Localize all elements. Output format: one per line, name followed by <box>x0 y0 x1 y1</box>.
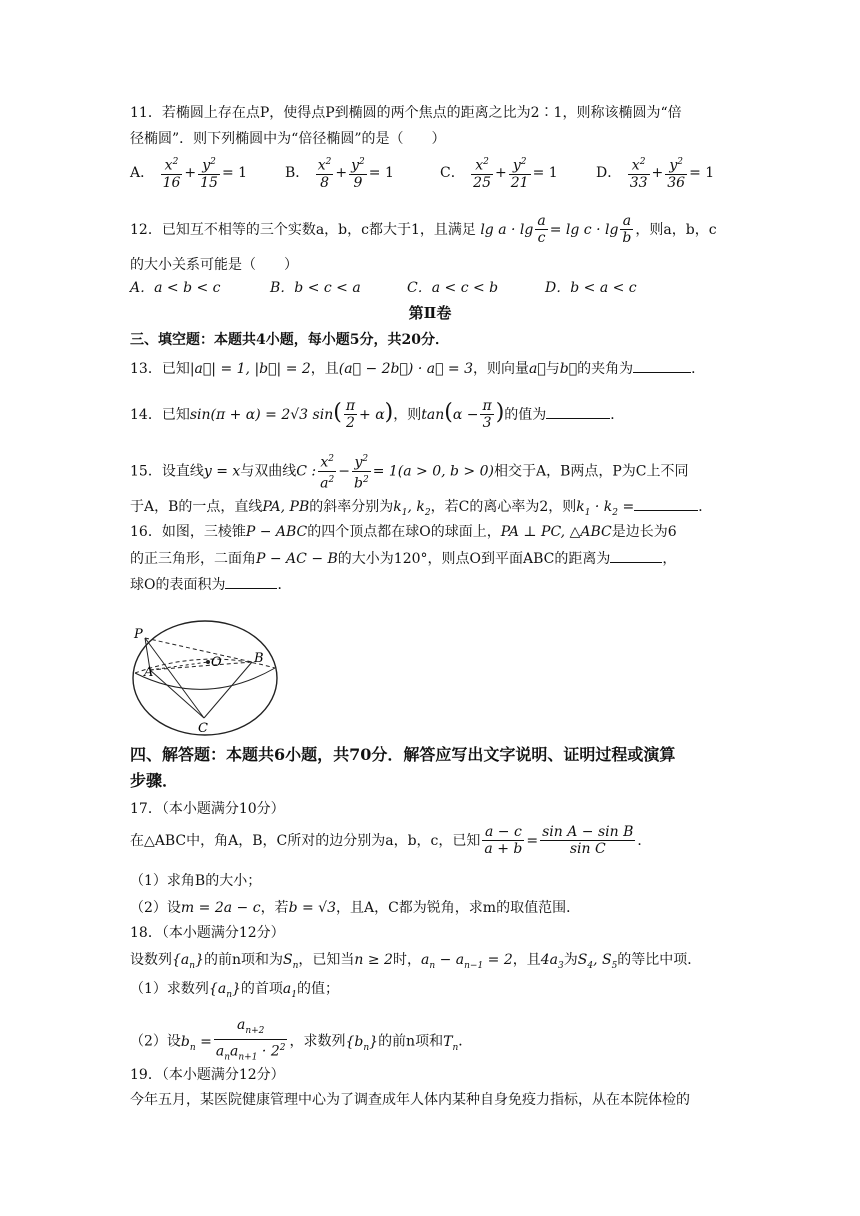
q16-answer-blank-1[interactable] <box>610 550 662 563</box>
q11-stem-line2: 径椭圆”．则下列椭圆中为“倍径椭圆”的是（ ） <box>130 131 446 147</box>
q13-text-d: 与 <box>545 361 560 377</box>
q11-stem-line1: 11．若椭圆上存在点P，使得点P到椭圆的两个焦点的距离之比为2∶1，则称该椭圆为“倍 <box>130 105 682 121</box>
q17-part2-a: （2）设 <box>130 900 181 916</box>
edge-pc <box>145 638 204 718</box>
q14-answer-blank[interactable] <box>546 406 610 419</box>
part-title: 第Ⅱ卷 <box>408 304 452 322</box>
q18-line1-f: 为 <box>563 952 578 968</box>
option-label: D． <box>596 164 622 181</box>
q18-part1-a: （1）求数列 <box>130 981 209 997</box>
q15-line2-c: ，若C的离心率为2，则 <box>430 499 577 515</box>
denominator-y: 9 <box>353 174 363 191</box>
q19-line1: 今年五月，某医院健康管理中心为了调查成年人体内某种自身免疫力指标，从在本院体检的 <box>130 1092 690 1108</box>
denominator-x: 33 <box>629 174 648 191</box>
q19-head: 19．（本小题满分12分） <box>130 1067 285 1083</box>
option-label: C． <box>440 164 465 181</box>
q13-text-b: ，且 <box>310 361 339 377</box>
q12-text-tail: ，则a，b，c <box>635 222 717 238</box>
q15-text-b: 与双曲线 <box>240 463 297 480</box>
section4-heading-line1: 四、解答题：本题共6小题，共70分．解答应写出文字说明、证明过程或演算 <box>130 745 676 764</box>
label-o: O <box>211 655 222 670</box>
q16-line1-b: 的四个顶点都在球O的球面上， <box>307 524 501 540</box>
sphere-figure <box>130 618 290 738</box>
q17-part2: （2）设m = 2a − c，若b = √3，且A，C都为锐角，求m的取值范围． <box>130 900 581 916</box>
section3-heading: 三、填空题：本题共4小题，每小题5分，共20分． <box>130 332 449 348</box>
q18-line1-c: ，已知当 <box>298 952 355 968</box>
q16-line2: 的正三角形，二面角P − AC − B的大小为120°，则点O到平面ABC的距离为 ， <box>130 551 677 567</box>
edge-ac <box>150 670 204 718</box>
q15-text-a: 15．设直线 <box>130 463 204 480</box>
q18-part2: （2）设$b_n$ = $\frac{a_{n+2}}{a_na_{n+1} \cdot 2^2}$ ，求数列$\{b_n\}$的前n项和$T_n$． <box>130 1017 473 1063</box>
q14-text-a: 14．已知 <box>130 407 190 423</box>
q13-text-a: 13．已知 <box>130 361 190 377</box>
q13: 13．已知|a⃗| = 1, |b⃗| = 2，且(a⃗ − 2b⃗) · a⃗ = 3，则向量a⃗与b⃗的夹角为 ． <box>130 361 706 377</box>
q17-part2-c: ，且A，C都为锐角，求m的取值范围． <box>335 900 581 916</box>
label-a: A <box>144 665 154 680</box>
equator-front <box>135 668 275 689</box>
q11-option-a: A． $\frac{x^2}{16}$ + $\frac{y^2}{15}$ = 1 <box>130 157 248 191</box>
q14-text-b: ，则 <box>393 407 422 423</box>
q15-answer-blank[interactable] <box>634 498 698 511</box>
q12-stem-line1: 12．已知互不相等的三个实数a，b，c都大于1，且满足 lg a · lg $\frac{a}{c}$ = lg c · lg $\frac{a}{b}$ ，则a，b，c <box>130 213 717 246</box>
q18-part1: （1）求数列$\{a_n\}$的首项$a_1$的值； <box>130 981 339 1000</box>
q16-line2-a: 的正三角形，二面角 <box>130 551 256 567</box>
denominator-x: 16 <box>162 174 181 191</box>
q13-text-c: ，则向量 <box>473 361 530 377</box>
q18-part1-c: 的值； <box>297 981 339 997</box>
q16-answer-blank-2[interactable] <box>225 576 277 589</box>
center-point-o <box>206 660 210 664</box>
denominator-y: 15 <box>200 174 218 191</box>
edge-cb <box>204 662 252 718</box>
q18-line1-g: 的等比中项． <box>617 952 702 968</box>
q18-part2-a: （2）设 <box>130 1033 181 1050</box>
q11-option-d: D． $\frac{x^2}{33}$ + $\frac{y^2}{36}$ = 1 <box>596 157 715 191</box>
q18-line1-b: 的前n项和为 <box>203 952 284 968</box>
option-label: A． <box>130 164 155 181</box>
q12-option-b: B．b < c < a <box>270 280 361 296</box>
q18-part2-c: 的前n项和 <box>378 1033 444 1050</box>
q15-text-c: 相交于A，B两点，P为C上不同 <box>493 463 689 480</box>
q13-text-e: 的夹角为 <box>577 361 634 377</box>
q12-stem-line2: 的大小关系可能是（ ） <box>130 257 298 273</box>
q16-line1: 16．如图，三棱锥P − ABC的四个顶点都在球O的球面上，PA ⊥ PC, △ABC是边长为6 <box>130 524 677 540</box>
q16-line2-b: 的大小为120°，则点O到平面ABC的距离为 <box>337 551 611 567</box>
label-c: C <box>198 721 208 736</box>
denominator-x: 25 <box>473 174 491 191</box>
q16-line1-a: 16．如图，三棱锥 <box>130 524 246 540</box>
denominator-y: 36 <box>667 174 686 191</box>
section4-heading-line2: 步骤． <box>130 771 179 790</box>
q18-head: 18．（本小题满分12分） <box>130 925 285 941</box>
q17-part1: （1）求角B的大小； <box>130 873 262 889</box>
denominator-x: 8 <box>320 174 330 191</box>
q15-line2: 于A，B的一点，直线PA, PB的斜率分别为$k_1$, $k_2$，若C的离心率为2，则$k_1 \cdot k_2$ = ． <box>130 499 713 518</box>
q15-line1: 15．设直线y = x与双曲线C : $\frac{x^2}{a^2}$ − $\frac{y^2}{b^2}$ = 1(a > 0, b > 0)相交于A，B两点，P为C上不同 <box>130 454 689 492</box>
q15-line2-a: 于A，B的一点，直线 <box>130 499 263 515</box>
label-b: B <box>254 651 264 666</box>
q11-option-c: C． $\frac{x^2}{25}$ + $\frac{y^2}{21}$ = 1 <box>440 157 558 191</box>
q16-line3: 球O的表面积为 ． <box>130 577 292 593</box>
q18-part2-b: ，求数列 <box>289 1033 346 1050</box>
q17-text: 在△ABC中，角A，B，C所对的边分别为a，b，c，已知 <box>130 833 481 849</box>
denominator-y: 21 <box>510 174 529 191</box>
q15-line2-b: 的斜率分别为 <box>309 499 394 515</box>
q16-line1-c: 是边长为6 <box>611 524 677 540</box>
q18-line1: 设数列$\{a_n\}$的前n项和为$S_n$，已知当n ≥ 2时，$a_n - a_{n-1} = 2$，且$4a_3$为$S_4$, $S_5$的等比中项． <box>130 952 702 971</box>
q16-line3-text: 球O的表面积为 <box>130 577 226 593</box>
q12-text: 12．已知互不相等的三个实数a，b，c都大于1，且满足 <box>130 222 476 238</box>
q17-head: 17．（本小题满分10分） <box>130 801 285 817</box>
q11-option-b: B． $\frac{x^2}{8}$ + $\frac{y^2}{9}$ = 1 <box>285 157 394 191</box>
q14: 14．已知sin(π + α) = 2√3 sin( $\frac{\pi}{2}$ + α)，则tan(α − $\frac{\pi}{3}$ )的值为 ． <box>130 398 625 431</box>
q17-part2-b: ，若 <box>260 900 289 916</box>
q14-text-c: 的值为 <box>504 407 547 423</box>
q18-part1-b: 的首项 <box>240 981 283 997</box>
edge-pb <box>145 638 252 662</box>
q18-line1-a: 设数列 <box>130 952 172 968</box>
q18-line1-e: ，且 <box>512 952 541 968</box>
q12-option-d: D．b < a < c <box>545 280 637 296</box>
label-p: P <box>134 627 143 642</box>
q13-answer-blank[interactable] <box>633 360 691 373</box>
option-label: B． <box>285 164 310 181</box>
q12-option-a: A．a < b < c <box>130 280 221 296</box>
q17-line1: 在△ABC中，角A，B，C所对的边分别为a，b，c，已知 $\frac{a - c}{a + b}$ = $\frac{\text{sin A − sin B}}{\text{sin C}}$ ． <box>130 824 652 857</box>
q18-line1-d: 时， <box>392 952 421 968</box>
q12-option-c: C．a < c < b <box>407 280 499 296</box>
